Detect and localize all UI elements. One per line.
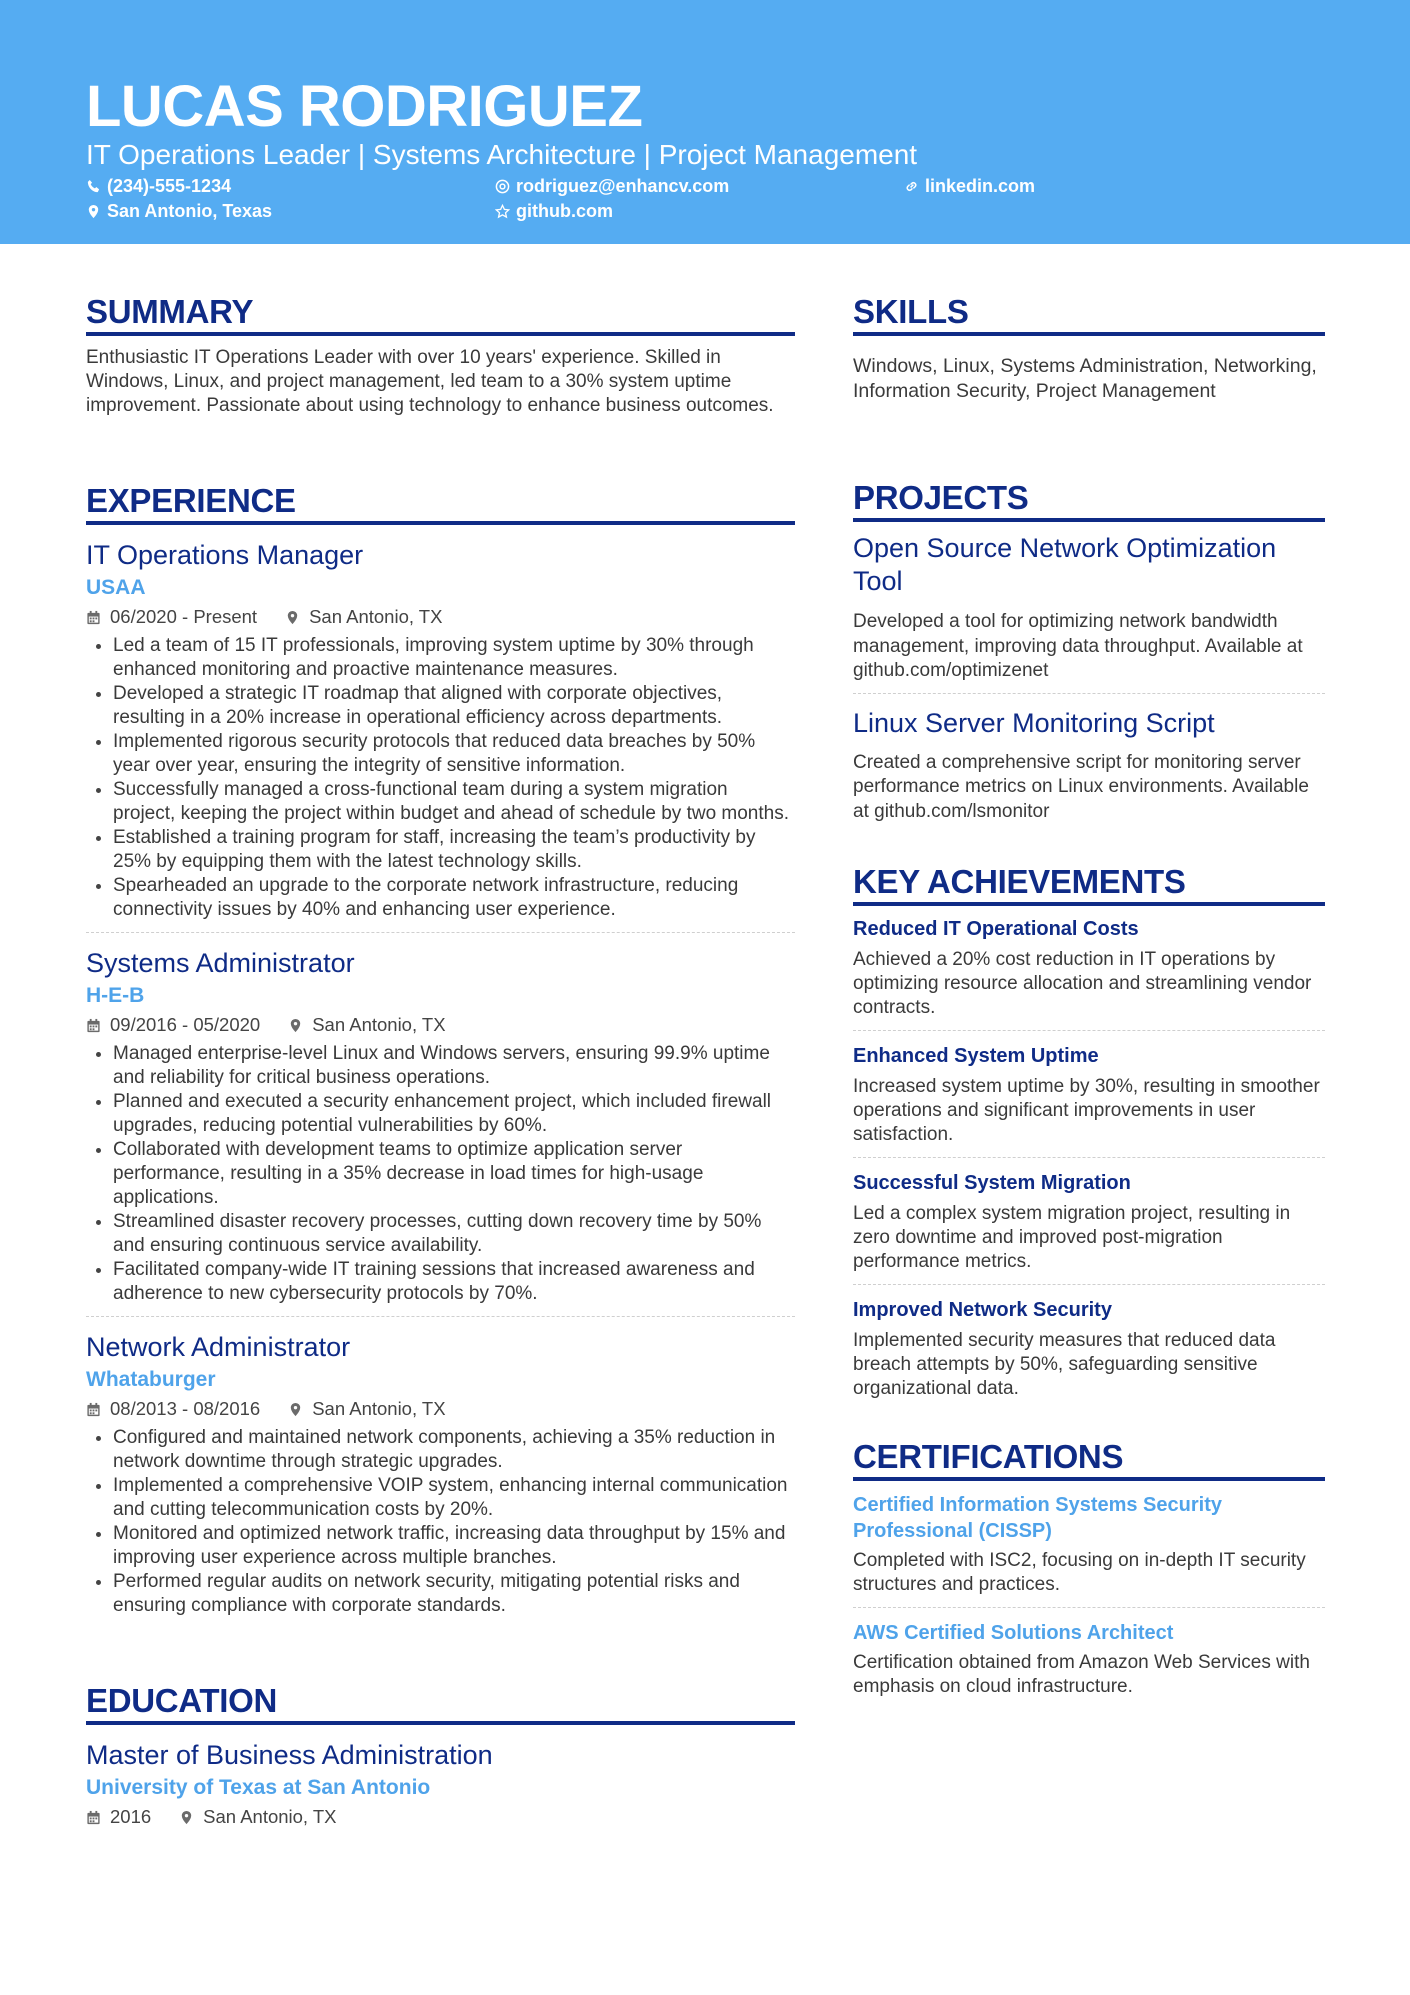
divider <box>86 932 795 933</box>
summary-section <box>86 292 795 418</box>
job-entry <box>86 946 795 1306</box>
project-description: Developed a tool for optimizing network bandwidth management, improving data throughput. Available at github.com/optimizenet <box>853 611 1303 681</box>
job-meta <box>86 604 795 630</box>
bullet-item: Planned and executed a security enhancement project, which included firewall upgrades, reducing potential vulnerabilities by 60%. <box>86 1090 795 1138</box>
bullet-item: Implemented rigorous security protocols that reduced data breaches by 50% year over year, ensuring the integrity of sensitive information. <box>86 730 795 778</box>
job-bullets <box>86 634 795 922</box>
linkedin-link[interactable]: linkedin.com <box>925 176 1036 196</box>
achievements-section <box>853 862 1325 1401</box>
skills-text: Windows, Linux, Systems Administration, Networking, Information Security, Project Management <box>853 355 1317 402</box>
bullet-item: Facilitated company-wide IT training sessions that increased awareness and adherence to new cybersecurity protocols by 70%. <box>86 1258 795 1306</box>
certification-title: AWS Certified Solutions Architect <box>853 1622 1174 1644</box>
bullet-item: Configured and maintained network components, achieving a 35% reduction in network downtime through strategic upgrades. <box>86 1426 795 1474</box>
degree-title: Master of Business Administration <box>86 1740 493 1770</box>
certifications-section <box>853 1437 1325 1699</box>
skills-section <box>853 292 1325 404</box>
achievement-description: Achieved a 20% cost reduction in IT operations by optimizing resource allocation and streamlining vendor contracts. <box>853 949 1312 1018</box>
achievement-description: Implemented security measures that reduced data breach attempts by 50%, safeguarding sensitive organizational data. <box>853 1330 1276 1399</box>
contact-linkedin[interactable] <box>904 174 1035 198</box>
projects-section <box>853 478 1325 824</box>
achievement-title: Reduced IT Operational Costs <box>853 918 1139 940</box>
achievement-description: Led a complex system migration project, resulting in zero downtime and improved post-migration performance metrics. <box>853 1203 1291 1272</box>
location-pin-icon <box>179 1810 194 1825</box>
candidate-name: LUCAS RODRIGUEZ <box>86 74 643 139</box>
bullet-item: Collaborated with development teams to optimize application server performance, resulting in a 35% decrease in load times for high-usage applications. <box>86 1138 795 1210</box>
location-pin-icon <box>288 1402 303 1417</box>
divider <box>853 1030 1325 1031</box>
section-title: EXPERIENCE <box>86 481 795 525</box>
project-title: Open Source Network Optimization Tool <box>853 533 1277 596</box>
project-description: Created a comprehensive script for monitoring server performance metrics on Linux environments. Available at github.com/lsmonitor <box>853 751 1309 822</box>
phone-icon <box>86 179 101 194</box>
contact-phone <box>86 174 231 198</box>
calendar-icon <box>86 610 101 625</box>
bullet-item: Spearheaded an upgrade to the corporate network infrastructure, reducing connectivity issues by 40% and enhancing user experience. <box>86 874 795 922</box>
company-name: H-E-B <box>86 984 145 1007</box>
job-meta <box>86 1012 795 1038</box>
certification-title: Certified Information Systems Security Professional (CISSP) <box>853 1494 1222 1542</box>
section-title: SKILLS <box>853 292 1325 336</box>
job-dates: 09/2016 - 05/2020 <box>110 1014 261 1035</box>
section-title: EDUCATION <box>86 1681 795 1725</box>
achievement-title: Successful System Migration <box>853 1172 1131 1194</box>
achievement-description: Increased system uptime by 30%, resulting in smoother operations and significant improvements in user satisfaction. <box>853 1076 1320 1145</box>
phone-text: (234)-555-1234 <box>107 176 232 196</box>
job-entry <box>86 1330 795 1618</box>
achievement-title: Improved Network Security <box>853 1299 1112 1321</box>
divider <box>853 1607 1325 1608</box>
section-title: CERTIFICATIONS <box>853 1437 1325 1481</box>
job-title: IT Operations Manager <box>86 540 364 570</box>
divider <box>853 693 1325 694</box>
experience-section <box>86 481 795 1618</box>
job-dates: 08/2013 - 08/2016 <box>110 1398 261 1419</box>
section-title: PROJECTS <box>853 478 1325 522</box>
certification-description: Certification obtained from Amazon Web Services with emphasis on cloud infrastructure. <box>853 1652 1310 1697</box>
company-name: Whataburger <box>86 1368 216 1391</box>
job-location: San Antonio, TX <box>309 606 443 627</box>
bullet-item: Successfully managed a cross-functional team during a system migration project, keeping the project within budget and ahead of schedule by two months. <box>86 778 795 826</box>
bullet-item: Monitored and optimized network traffic, increasing data throughput by 15% and improving user experience across multiple branches. <box>86 1522 795 1570</box>
candidate-subtitle: IT Operations Leader | Systems Architecture | Project Management <box>86 139 918 170</box>
job-bullets <box>86 1426 795 1618</box>
job-location: San Antonio, TX <box>312 1014 446 1035</box>
job-entry <box>86 538 795 922</box>
certification-description: Completed with ISC2, focusing on in-depth IT security structures and practices. <box>853 1550 1306 1595</box>
job-location: San Antonio, TX <box>312 1398 446 1419</box>
education-location: San Antonio, TX <box>203 1806 337 1827</box>
contact-github[interactable] <box>495 199 613 223</box>
bullet-item: Developed a strategic IT roadmap that aligned with corporate objectives, resulting in a 20% increase in operational efficiency across departments. <box>86 682 795 730</box>
education-year: 2016 <box>110 1806 152 1827</box>
project-title: Linux Server Monitoring Script <box>853 707 1215 738</box>
company-name: USAA <box>86 576 146 599</box>
location-pin-icon <box>288 1018 303 1033</box>
job-title: Systems Administrator <box>86 948 355 978</box>
divider <box>853 1284 1325 1285</box>
email-link[interactable]: rodriguez@enhancv.com <box>516 176 730 196</box>
link-icon <box>904 179 919 194</box>
job-title: Network Administrator <box>86 1332 351 1362</box>
achievement-title: Enhanced System Uptime <box>853 1045 1099 1067</box>
github-link[interactable]: github.com <box>516 201 613 221</box>
job-meta <box>86 1396 795 1422</box>
divider <box>853 1157 1325 1158</box>
section-title: KEY ACHIEVEMENTS <box>853 862 1325 906</box>
job-dates: 06/2020 - Present <box>110 606 258 627</box>
bullet-item: Streamlined disaster recovery processes, cutting down recovery time by 50% and ensuring continuous service availability. <box>86 1210 795 1258</box>
section-title: SUMMARY <box>86 292 795 336</box>
bullet-item: Implemented a comprehensive VOIP system, enhancing internal communication and cutting telecommunication costs by 20%. <box>86 1474 795 1522</box>
contact-email[interactable] <box>495 174 729 198</box>
school-name: University of Texas at San Antonio <box>86 1776 431 1799</box>
education-section <box>86 1681 795 1830</box>
star-icon <box>495 204 510 219</box>
job-bullets <box>86 1042 795 1306</box>
location-text: San Antonio, Texas <box>107 201 273 221</box>
header <box>0 0 1410 244</box>
calendar-icon <box>86 1018 101 1033</box>
calendar-icon <box>86 1810 101 1825</box>
bullet-item: Performed regular audits on network security, mitigating potential risks and ensuring compliance with corporate standards. <box>86 1570 795 1618</box>
education-meta <box>86 1804 795 1830</box>
at-icon <box>495 179 510 194</box>
summary-text: Enthusiastic IT Operations Leader with over 10 years' experience. Skilled in Windows, Linux, and project management, led team to a 30% system uptime improvement. Passionate about using technology to enhance business outcomes. <box>86 347 774 416</box>
contact-location <box>86 199 272 223</box>
bullet-item: Managed enterprise-level Linux and Windows servers, ensuring 99.9% uptime and reliability for critical business operations. <box>86 1042 795 1090</box>
bullet-item: Established a training program for staff, increasing the team’s productivity by 25% by equipping them with the latest technology skills. <box>86 826 795 874</box>
calendar-icon <box>86 1402 101 1417</box>
bullet-item: Led a team of 15 IT professionals, improving system uptime by 30% through enhanced monitoring and proactive maintenance measures. <box>86 634 795 682</box>
divider <box>86 1316 795 1317</box>
location-pin-icon <box>86 204 101 219</box>
location-pin-icon <box>285 610 300 625</box>
